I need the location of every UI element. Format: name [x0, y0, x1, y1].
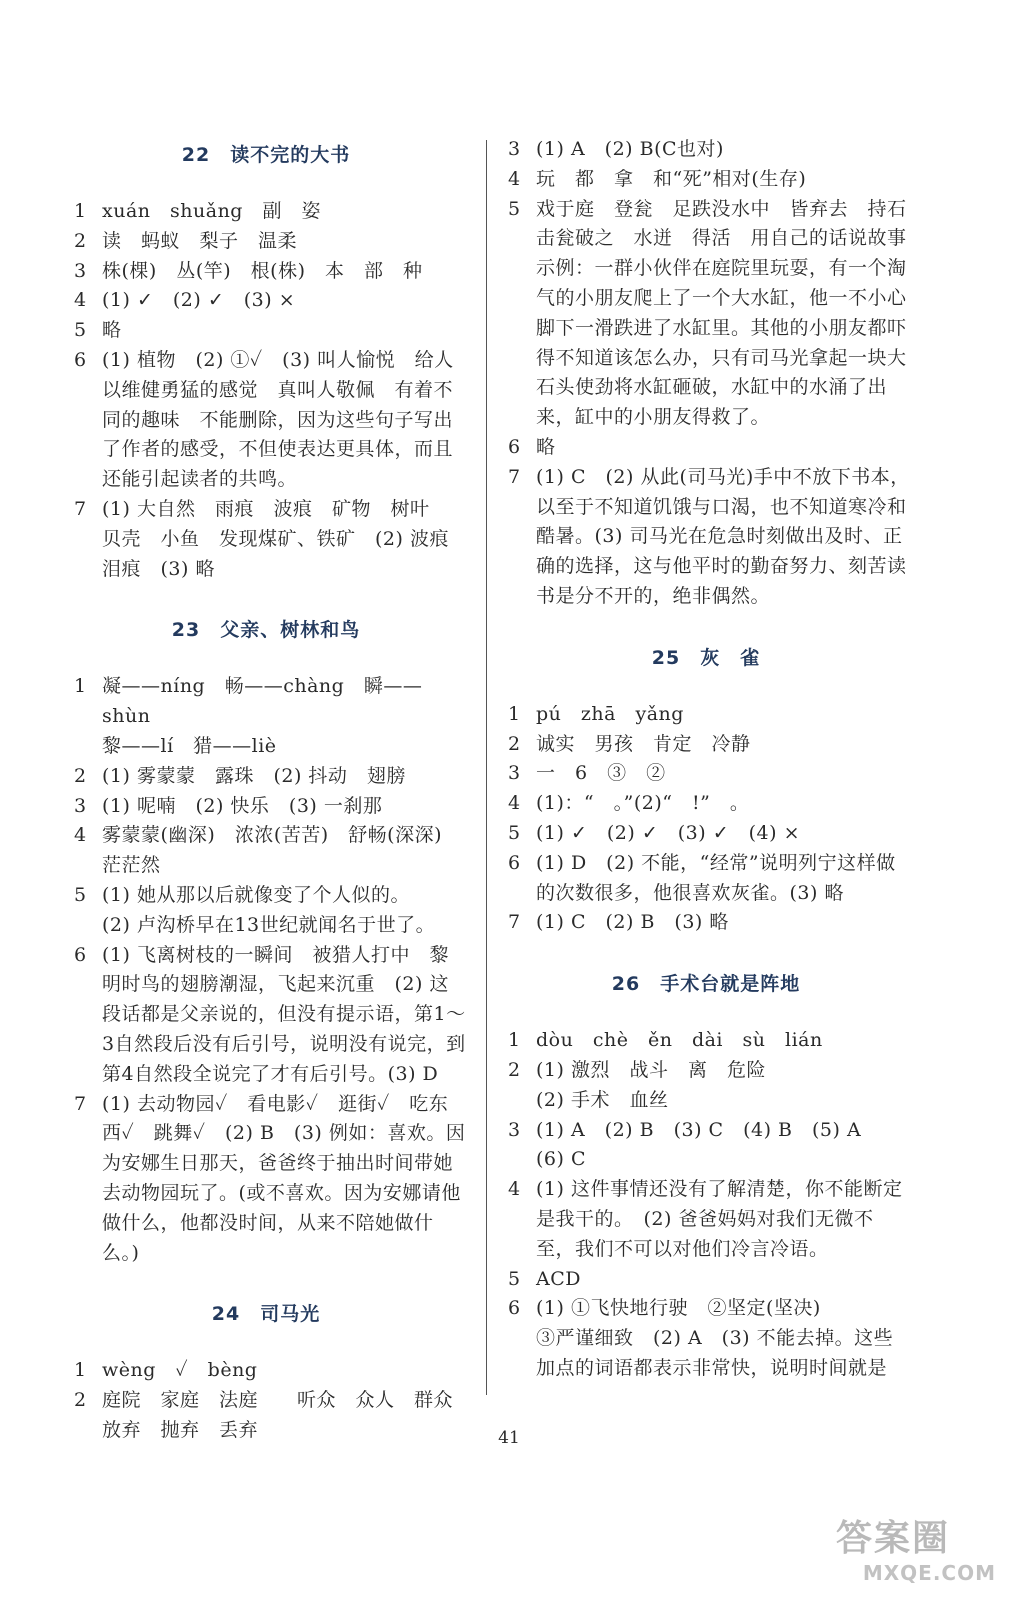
answer-item [500, 849, 912, 909]
section-title-26: 26 手术台就是阵地 [611, 973, 801, 996]
answer-item [66, 257, 466, 287]
answer-number: 3 [508, 1118, 521, 1141]
answer-number: 5 [74, 883, 87, 906]
section-22-list [66, 197, 469, 584]
answer-item [66, 197, 466, 227]
section-title-23: 23 父亲、树林和鸟 [171, 619, 361, 642]
answer-item [66, 672, 466, 761]
answer-item [66, 316, 466, 346]
answer-number: 7 [508, 911, 521, 934]
answer-item [500, 135, 912, 165]
answer-number: 2 [74, 1389, 87, 1412]
answer-item [500, 1294, 912, 1383]
answer-item [66, 286, 466, 316]
section-title-22: 22 读不完的大书 [181, 144, 351, 166]
answer-number: 7 [74, 497, 87, 520]
section-23-list [66, 672, 466, 1268]
answer-number: 5 [74, 319, 87, 342]
answer-text: (1) 呢喃 (2) 快乐 (3) 一刹那 [102, 794, 383, 817]
answer-number: 3 [508, 138, 521, 160]
answer-text: pú zhā yǎng [536, 702, 684, 725]
answer-text: (1) ✓ (2) ✓ (3) ✓ (4) × [536, 821, 800, 844]
answer-text: (1) ①飞快地行驶 ②坚定(坚决) ③严谨细致 (2) A (3) 不能去掉。这些加点的词语都表示非常快，说明时间就是 [536, 1297, 894, 1379]
section-title-25: 25 灰 雀 [651, 646, 761, 669]
right-column [500, 135, 912, 1384]
answer-text: xuán shuǎng 副 姿 [102, 200, 321, 222]
answer-number: 7 [508, 465, 521, 488]
answer-item [500, 789, 912, 819]
column-divider [486, 140, 487, 1395]
answer-number: 2 [508, 732, 521, 755]
answer-number: 2 [74, 764, 87, 787]
answer-number: 6 [508, 851, 521, 874]
page-number: 41 [498, 1428, 520, 1448]
answer-text: (1) D (2) 不能，“经常”说明列宁这样做的次数很多，他很喜欢灰雀。(3) 略 [536, 851, 896, 904]
answer-text: 略 [102, 319, 122, 342]
answer-item [66, 495, 469, 584]
answer-item [66, 941, 466, 1090]
answer-item [500, 700, 912, 730]
answer-text: (1) 飞离树枝的一瞬间 被猎人打中 黎明时鸟的翅膀潮湿，飞起来沉重 (2) 这段话都是父亲说的，但没有提示语，第1～3自然段后没有后引号，说明没有说完，到第4自然段全说完了才有后引号。(3) D [102, 943, 466, 1085]
left-column [66, 135, 469, 1446]
section-25-list [500, 700, 912, 938]
answer-text: ACD [536, 1267, 581, 1290]
watermark-logo [836, 1510, 996, 1585]
answer-text: (1) 植物 (2) ①✓ (3) 叫人愉悦 给人以维健勇猛的感觉 真叫人敬佩 有着不同的趣味 不能删除，因为这些句子写出了作者的感受，不但使表达更具体，而且还能引起读者的共鸣。 [102, 348, 454, 491]
answer-number: 1 [508, 1029, 521, 1052]
answer-number: 4 [508, 167, 521, 190]
answer-number: 6 [74, 943, 87, 966]
answer-item [66, 821, 466, 881]
answer-number: 4 [74, 289, 87, 312]
answer-number: 4 [508, 792, 521, 815]
answer-item [66, 227, 466, 257]
watermark-bottom: MXQE.COM [862, 1561, 996, 1585]
section-title-24: 24 司马光 [211, 1303, 321, 1326]
answer-number: 5 [508, 1267, 521, 1290]
answer-text: (1) 激烈 战斗 离 危险 (2) 手术 血丝 [536, 1058, 766, 1111]
answer-text: dòu chè ěn dài sù lián [536, 1029, 823, 1052]
answer-number: 1 [74, 675, 87, 698]
answer-text: (1) 她从那以后就像变了个人似的。 (2) 卢沟桥早在13世纪就闻名于世了。 [102, 883, 436, 936]
answer-text: 一 6 ③ ② [536, 762, 666, 785]
answer-text: 玩 都 拿 和“死”相对(生存) [536, 167, 807, 190]
answer-item [66, 346, 466, 495]
section-26-list [500, 1026, 912, 1384]
answer-text: 株(棵) 丛(竿) 根(株) 本 部 种 [102, 259, 423, 282]
answer-text: (1)：“ 。”(2)“ !” 。 [536, 792, 750, 815]
answer-item [500, 195, 912, 433]
answer-number: 6 [508, 435, 521, 458]
answer-item [500, 730, 912, 760]
answer-item [500, 463, 912, 612]
answer-item [66, 1356, 466, 1386]
answer-item [500, 819, 912, 849]
answer-text: (1) 去动物园✓ 看电影✓ 逛街✓ 吃东西✓ 跳舞✓ (2) B (3) 例如：喜欢。因为安娜生日那天，爸爸终于抽出时间带她去动物园玩了。(或不喜欢。因为安娜请他做什么，他都没时间，从来不陪她做什么。) [102, 1092, 466, 1264]
answer-text: 读 蚂蚁 梨子 温柔 [102, 229, 298, 252]
answer-number: 7 [74, 1092, 87, 1115]
answer-item [500, 1265, 912, 1295]
answer-number: 6 [508, 1297, 521, 1320]
answer-item [500, 759, 912, 789]
answer-item [500, 1175, 912, 1264]
answer-text: 雾蒙蒙(幽深) 浓浓(苦苦) 舒畅(深深) 茫茫然 [102, 824, 462, 877]
answer-item [500, 1116, 912, 1176]
answer-number: 1 [74, 1359, 87, 1382]
answer-text: 略 [536, 435, 556, 458]
answer-number: 1 [508, 702, 521, 725]
answer-number: 4 [74, 824, 87, 847]
answer-text: (1) 雾蒙蒙 露珠 (2) 抖动 翅膀 [102, 764, 406, 787]
answer-item [500, 1026, 912, 1056]
answer-item [66, 881, 466, 941]
answer-text: (1) C (2) B (3) 略 [536, 911, 729, 934]
answer-text: 戏于庭 登瓮 足跌没水中 皆弃去 持石击瓮破之 水迸 得活 用自己的话说故事示例：一群小伙伴在庭院里玩耍，有一个淘气的小朋友爬上了一个大水缸，他一不小心脚下一滑跌进了水缸里。其他的小朋友都吓得不知道该怎么办，只有司马光拿起一块大石头使劲将水缸砸破，水缸中的水涌了出来，缸中的小朋友得救了。 [536, 197, 907, 429]
answer-number: 1 [74, 200, 87, 222]
answer-number: 5 [508, 197, 521, 220]
answer-number: 2 [74, 229, 87, 252]
answer-item [66, 1090, 466, 1269]
answer-number: 4 [508, 1178, 521, 1201]
section-24-continued-list [500, 135, 912, 612]
answer-text: (1) A (2) B (3) C (4) B (5) A (6) C [536, 1118, 862, 1171]
answer-text: (1) 大自然 雨痕 波痕 矿物 树叶 贝壳 小鱼 发现煤矿、铁矿 (2) 波痕 泪痕 (3) 略 [102, 497, 469, 580]
answer-text: 凝——níng 畅——chàng 瞬——shùn 黎——lí 猎——liè [102, 675, 423, 757]
answer-text: (1) ✓ (2) ✓ (3) × [102, 289, 296, 312]
answer-text: (1) C (2) 从此(司马光)手中不放下书本，以至于不知道饥饿与口渴，也不知道寒冷和酷暑。(3) 司马光在危急时刻做出及时、正确的选择，这与他平时的勤奋努力、刻苦读书是分不开的，绝非偶然。 [536, 465, 910, 607]
answer-text: wèng ✓ bèng [102, 1359, 258, 1382]
answer-text: 庭院 家庭 法庭 听众 众人 群众 放弃 抛弃 丢弃 [102, 1389, 454, 1441]
answer-item [500, 1056, 912, 1116]
answer-item [500, 165, 912, 195]
answer-text: (1) A (2) B(C也对) [536, 138, 724, 160]
answer-item [66, 792, 466, 822]
answer-number: 2 [508, 1058, 521, 1081]
answer-number: 3 [508, 762, 521, 785]
answer-text: 诚实 男孩 肯定 冷静 [536, 732, 751, 755]
answer-item [66, 762, 466, 792]
answer-text: (1) 这件事情还没有了解清楚，你不能断定是我干的。 (2) 爸爸妈妈对我们无微不至，我们不可以对他们冷言冷语。 [536, 1178, 903, 1260]
watermark-top: 答案圈 [836, 1518, 951, 1559]
answer-number: 3 [74, 794, 87, 817]
answer-number: 5 [508, 821, 521, 844]
answer-item [500, 433, 912, 463]
answer-number: 3 [74, 259, 87, 282]
answer-item [500, 908, 912, 938]
answer-number: 6 [74, 348, 87, 371]
